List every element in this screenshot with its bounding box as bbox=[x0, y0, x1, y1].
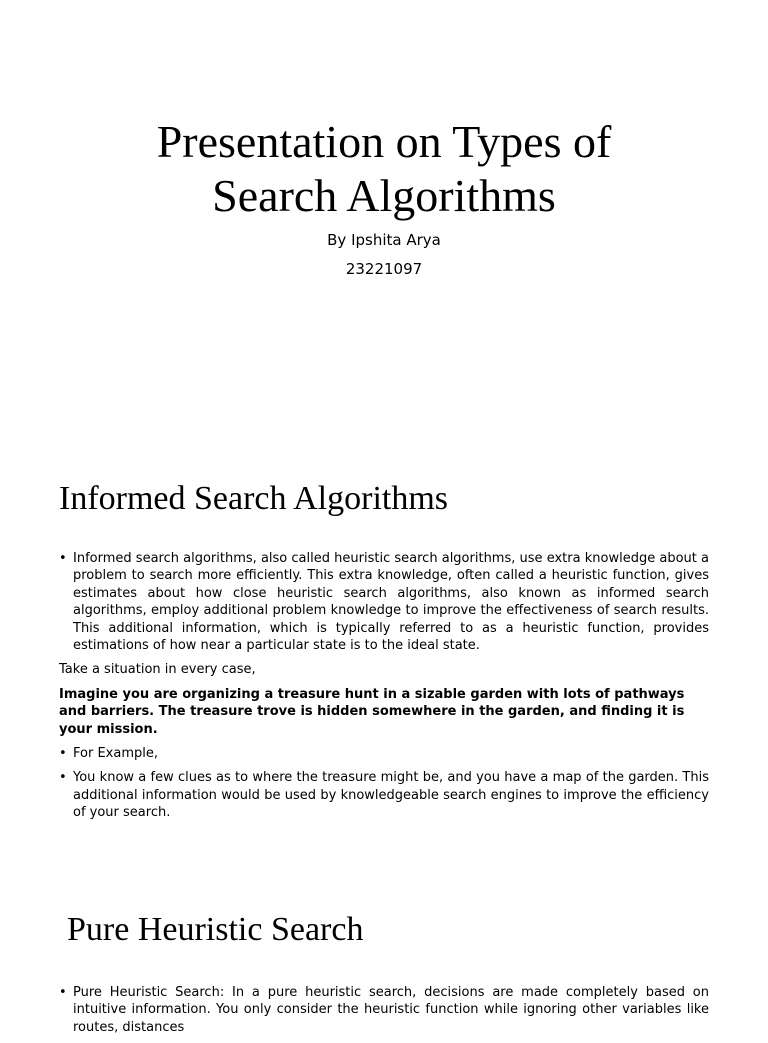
bullet-text: For Example, bbox=[73, 746, 158, 762]
bullet-icon: • bbox=[59, 551, 67, 566]
bullet-item bbox=[59, 745, 709, 762]
bullet-text: Pure Heuristic Search: In a pure heuristic search, decisions are made completely based on intuitive information. You only consider the heuristic function while ignoring other variables like routes, distances bbox=[73, 985, 709, 1035]
bullet-item bbox=[59, 984, 709, 1036]
emphasis-paragraph: Imagine you are organizing a treasure hunt in a sizable garden with lots of pathways and barriers. The treasure trove is hidden somewhere in the garden, and finding it is your mission. bbox=[59, 686, 685, 737]
informed-search-slide bbox=[0, 440, 768, 870]
title-line-2: Search Algorithms bbox=[212, 170, 556, 221]
bullet-icon: • bbox=[59, 746, 67, 762]
student-id: 23221097 bbox=[345, 260, 423, 278]
bullet-text: You know a few clues as to where the treasure might be, and you have a map of the garden. This additional information would be used by knowledgeable search engines to improve the efficiency of your search. bbox=[73, 770, 709, 821]
slide-heading: Informed Search Algorithms bbox=[59, 480, 449, 517]
bullet-icon: • bbox=[59, 985, 67, 1000]
bullet-item bbox=[59, 550, 709, 654]
pure-heuristic-slide bbox=[0, 880, 768, 1035]
title-slide bbox=[0, 0, 768, 430]
presentation-title bbox=[0, 115, 768, 223]
title-line-1: Presentation on Types of bbox=[156, 116, 612, 167]
slide-body bbox=[59, 550, 709, 829]
body-paragraph: Take a situation in every case, bbox=[59, 662, 256, 678]
slide-heading: Pure Heuristic Search bbox=[67, 911, 364, 948]
author-name: By Ipshita Arya bbox=[327, 231, 441, 249]
bullet-text: Informed search algorithms, also called heuristic search algorithms, use extra knowledge about a problem to search more efficiently. This extra knowledge, often called a heuristic function, gives estimates about how close heuristic search algorithms, also known as informed search algorithms, employ additional problem knowledge to improve the effectiveness of search results. This additional information, which is typically referred to as a heuristic function, provides estimations of how near a particular state is to the ideal state. bbox=[73, 551, 709, 654]
bullet-icon: • bbox=[59, 770, 67, 786]
bullet-item bbox=[59, 769, 709, 821]
slide-body bbox=[59, 984, 709, 1043]
